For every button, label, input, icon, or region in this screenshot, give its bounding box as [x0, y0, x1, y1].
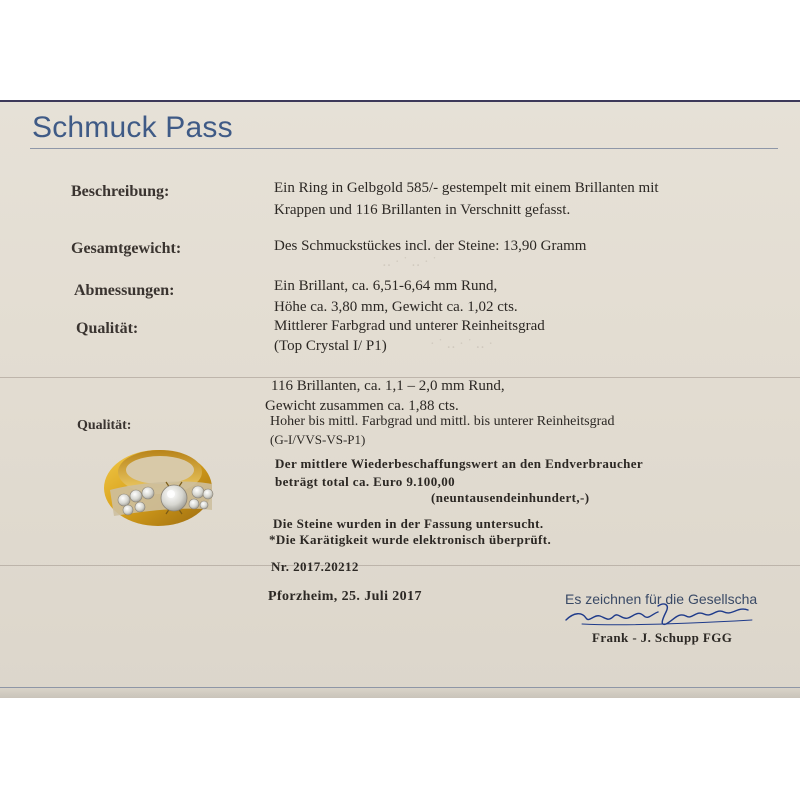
qualitaet-main-line-1: Mittlerer Farbgrad und unterer Reinheitsgrad: [274, 318, 545, 334]
top-background: [0, 0, 800, 100]
handwritten-signature: [562, 598, 762, 632]
label-beschreibung: Beschreibung:: [71, 183, 170, 200]
label-qualitaet-main-stone: Qualität:: [76, 320, 139, 337]
note-line-2: *Die Karätigkeit wurde elektronisch überprüft.: [269, 532, 552, 547]
abmessungen-line-1: Ein Brillant, ca. 6,51-6,64 mm Rund,: [274, 278, 498, 294]
note-line-1: Die Steine wurden in der Fassung untersucht.: [273, 516, 544, 531]
label-qualitaet-small-stones: Qualität:: [77, 418, 132, 433]
valuation-line-1: Der mittlere Wiederbeschaffungswert an den Endverbraucher: [275, 456, 644, 471]
bottom-background: [0, 698, 800, 800]
place-date: Pforzheim, 25. Juli 2017: [268, 589, 422, 604]
brillanten-line-1: 116 Brillanten, ca. 1,1 – 2,0 mm Rund,: [271, 378, 505, 394]
abmessungen-line-2: Höhe ca. 3,80 mm, Gewicht ca. 1,02 cts.: [274, 299, 518, 315]
title-rule: [30, 148, 778, 149]
signatory-name: Frank - J. Schupp FGG: [592, 630, 733, 645]
label-abmessungen: Abmessungen:: [74, 282, 175, 299]
beschreibung-line-1: Ein Ring in Gelbgold 585/- gestempelt mit einem Brillanten mit: [274, 180, 659, 196]
show-through-marks: · ˙ ‥ · ˙ ‥ ·: [430, 337, 493, 352]
show-through-marks: ‥ · ˙ ‥ · ˙: [382, 255, 437, 270]
brillanten-line-2: Gewicht zusammen ca. 1,88 cts.: [265, 398, 459, 414]
paper-fold-line: [0, 565, 800, 566]
qualitaet-small-line-1: Hoher bis mittl. Farbgrad und mittl. bis unterer Reinheitsgrad: [270, 414, 615, 429]
signature-caption: Es zeichnen für die Gesellscha: [565, 591, 758, 607]
certificate-number: Nr. 2017.20212: [271, 559, 359, 574]
certificate-title: Schmuck Pass: [32, 111, 233, 144]
qualitaet-small-line-2: (G-I/VVS-VS-P1): [270, 432, 366, 447]
qualitaet-main-line-2: (Top Crystal I/ P1): [274, 338, 387, 354]
label-gesamtgewicht: Gesamtgewicht:: [71, 240, 182, 257]
valuation-line-2: beträgt total ca. Euro 9.100,00: [275, 474, 456, 489]
beschreibung-line-2: Krappen und 116 Brillanten in Verschnitt gefasst.: [274, 202, 571, 218]
ring-image: [100, 430, 224, 530]
valuation-amount-words: (neuntausendeinhundert,-): [431, 490, 590, 505]
gesamtgewicht-value: Des Schmuckstückes incl. der Steine: 13,90 Gramm: [274, 238, 587, 254]
